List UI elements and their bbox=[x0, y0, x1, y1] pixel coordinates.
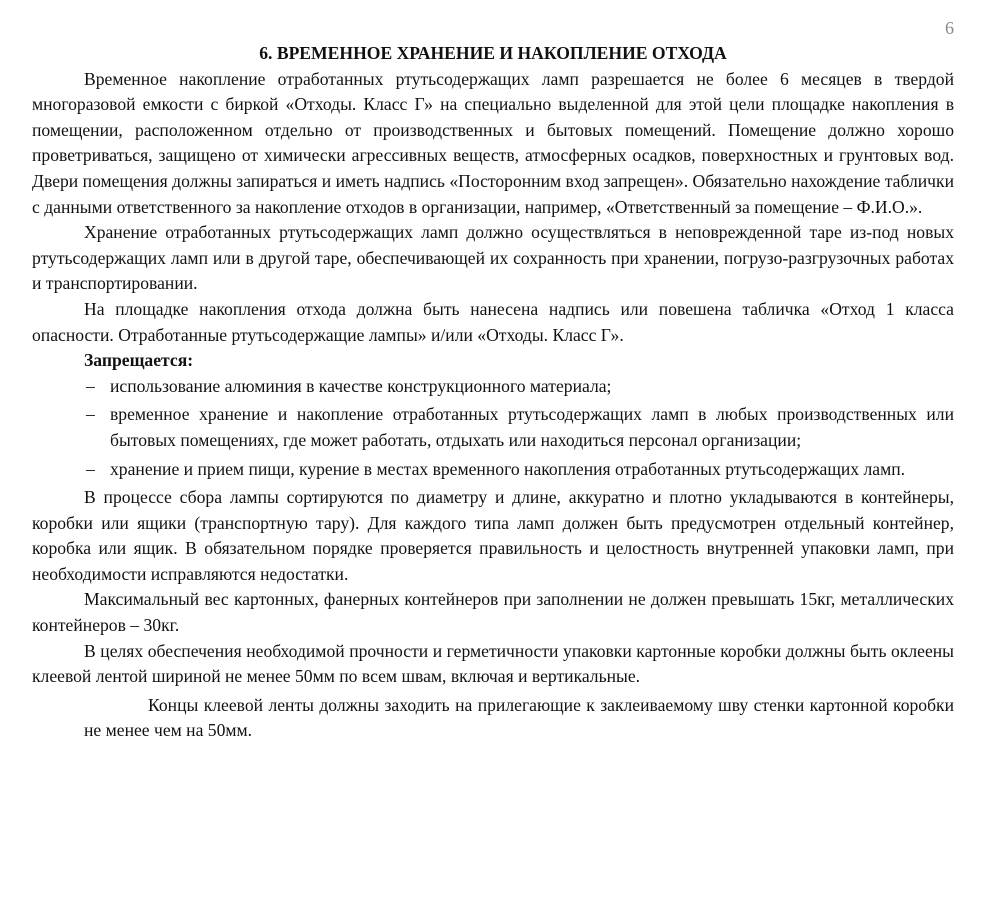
list-item-text: использование алюминия в качестве конструкционного материала; bbox=[110, 375, 612, 396]
prohibited-list bbox=[32, 374, 954, 482]
paragraph-temporary-storage: Временное накопление отработанных ртутьсодержащих ламп разрешается не более 6 месяцев в твердой многоразовой емкости с биркой «Отходы. Класс Г» на специально выделенной для этой цели площадке накопления в помещении, расположенном отдельно от производственных и бытовых помещений. Помещение должно хорошо проветриваться, защищено от химически агрессивных веществ, атмосферных осадков, поверхностных и грунтовых вод. Двери помещения должны запираться и иметь надпись «Посторонним вход запрещен». Обязательно нахождение таблички с данными ответственного за накопление отходов в организации, например, «Ответственный за помещение – Ф.И.О.». bbox=[32, 68, 954, 217]
list-item bbox=[32, 457, 954, 483]
paragraph-sorting: В процессе сбора лампы сортируются по диаметру и длине, аккуратно и плотно укладываются в контейнеры, коробки или ящики (транспортную тару). Для каждого типа ламп должен быть предусмотрен отдельный контейнер, коробка или ящик. В обязательном порядке проверяется правильность и целостность внутренней упаковки ламп, при необходимости исправляются недостатки. bbox=[32, 487, 954, 584]
list-item bbox=[32, 374, 954, 400]
dash-marker: – bbox=[86, 458, 95, 479]
paragraph-site-sign: На площадке накопления отхода должна быть нанесена надпись или повешена табличка «Отход 1 класса опасности. Отработанные ртутьсодержащие лампы» и/или «Отходы. Класс Г». bbox=[32, 298, 954, 345]
dash-marker: – bbox=[86, 404, 95, 425]
paragraph-max-weight: Максимальный вес картонных, фанерных контейнеров при заполнении не должен превышать 15кг, металлических контейнеров – 30кг. bbox=[32, 589, 954, 636]
paragraph-storage-container: Хранение отработанных ртутьсодержащих ламп должно осуществляться в неповрежденной таре из-под новых ртутьсодержащих ламп или в другой таре, обеспечивающей их сохранность при хранении, погрузо-разгрузочных работах и транспортировании. bbox=[32, 222, 954, 294]
page-number: 6 bbox=[945, 18, 954, 38]
document-body bbox=[32, 41, 954, 744]
paragraph-tape-ends: Концы клеевой ленты должны заходить на прилегающие к заклеиваемому шву стенки картонной коробки не менее чем на 50мм. bbox=[84, 694, 954, 741]
list-item-text: хранение и прием пищи, курение в местах временного накопления отработанных ртутьсодержащих ламп. bbox=[110, 458, 906, 479]
list-item bbox=[32, 402, 954, 453]
section-title: 6. ВРЕМЕННОЕ ХРАНЕНИЕ И НАКОПЛЕНИЕ ОТХОДА bbox=[259, 43, 727, 63]
list-item-text: временное хранение и накопление отработанных ртутьсодержащих ламп в любых производственных или бытовых помещениях, где может работать, отдыхать или находиться персонал организации; bbox=[110, 404, 954, 450]
dash-marker: – bbox=[86, 375, 95, 396]
paragraph-tape-sealing: В целях обеспечения необходимой прочности и герметичности упаковки картонные коробки должны быть оклеены клеевой лентой шириной не менее 50мм по всем швам, включая и вертикальные. bbox=[32, 640, 954, 687]
prohibited-heading: Запрещается: bbox=[84, 350, 194, 371]
